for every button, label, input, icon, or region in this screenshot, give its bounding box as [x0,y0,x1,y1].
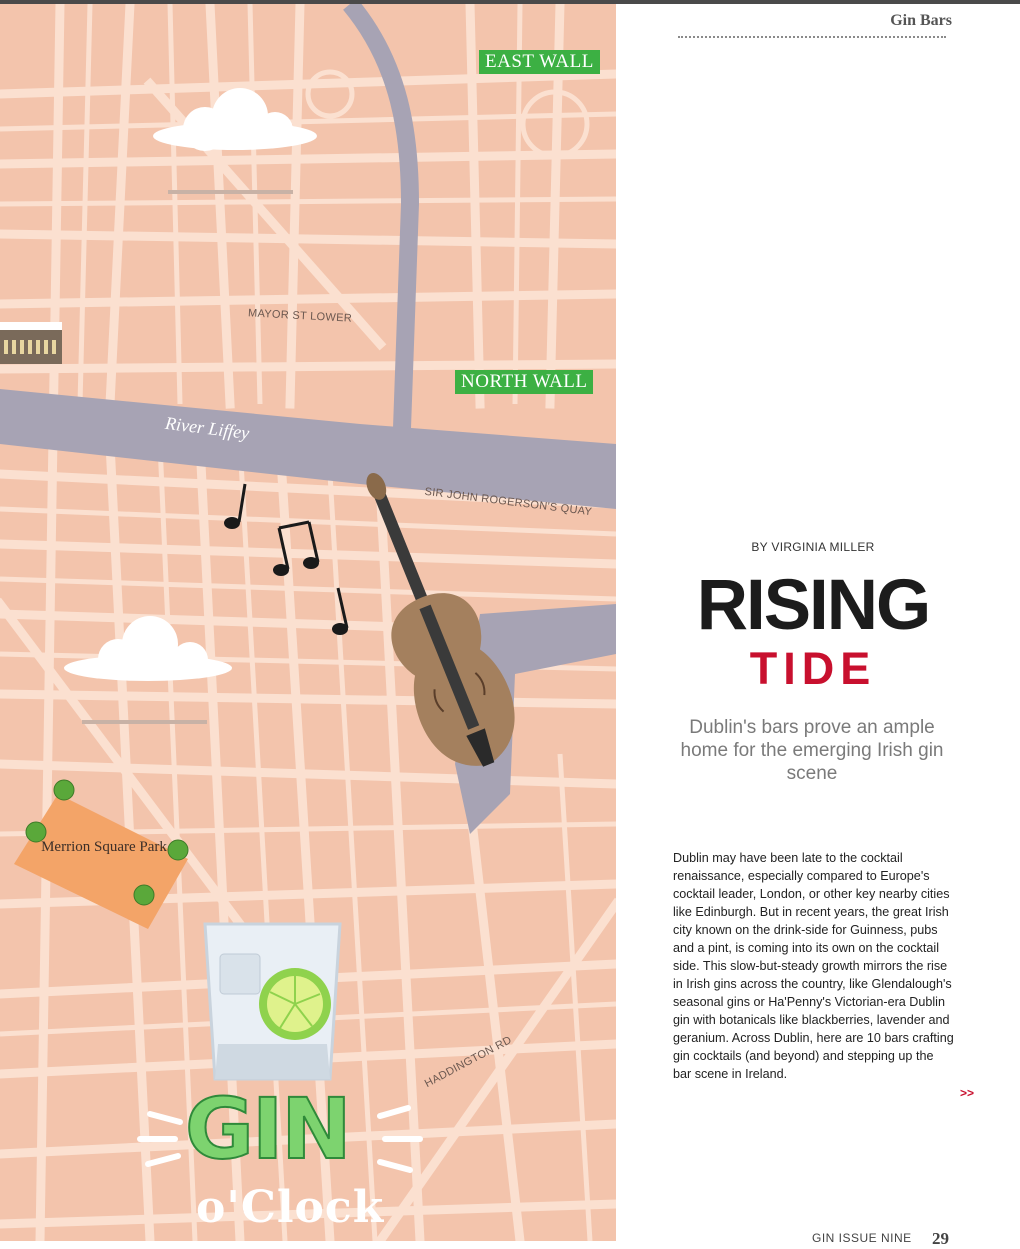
park-label: Merrion Square Park [41,839,167,855]
gin-oclock-subtitle: o'Clock [196,1182,385,1233]
haddington-rd-label: HADDINGTON RD [422,1034,514,1090]
gin-title: GIN [185,1080,350,1178]
body-paragraph: Dublin may have been late to the cocktail renaissance, especially compared to Europe's cocktail leader, London, or other key nearby cities like Edinburgh. But in recent years, the great Irish city known on the drink-side for Guinness, pubs and a pint, is coming into its own on the cocktail side. This slow-but-steady growth mirrors the rise in Irish gins across the country, like Glendalough's seasonal gins or Ha'Penny's Victorian-era Dublin gin with botanicals like blackberries, lavender and geranium. Across Dublin, here are 10 bars crafting gin cocktails (and beyond) and stepping up the bar scene in Ireland. [673,851,954,1081]
dek-subtitle: Dublin's bars prove an ample home for the emerging Irish gin scene [680,717,944,784]
gin-glass [205,924,340,1079]
east-wall-label: EAST WALL [479,50,600,74]
folio: GIN ISSUE NINE [812,1231,912,1245]
north-wall-label: NORTH WALL [455,370,593,394]
section-label: Gin Bars [890,12,952,29]
river-liffey-label: River Liffey [164,412,251,444]
mayor-st-label: MAYOR ST LOWER [247,307,353,325]
page-number: 29 [932,1229,949,1248]
dublin-map-illustration [0,4,616,1241]
byline: BY VIRGINIA MILLER [751,540,875,554]
section-divider [678,36,946,38]
map-artwork [0,4,616,1241]
continue-arrows[interactable]: >> [960,1086,975,1100]
quay-label: SIR JOHN ROGERSON'S QUAY [423,485,593,519]
headline-tide: TIDE [749,643,877,694]
headline-rising: RISING [696,566,930,645]
